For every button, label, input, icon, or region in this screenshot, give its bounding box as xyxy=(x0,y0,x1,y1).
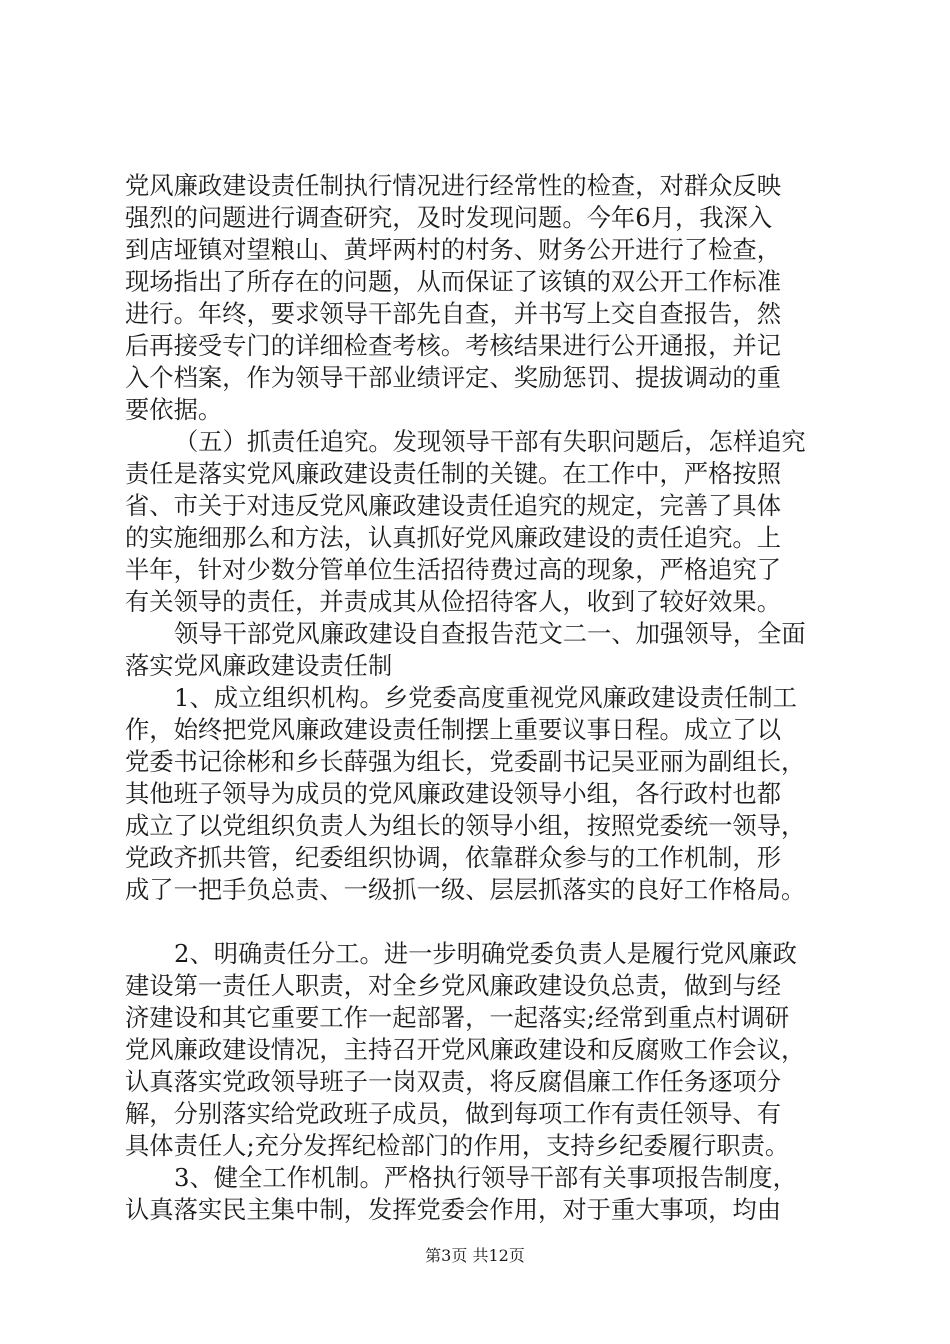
text-line: 成立了以党组织负责人为组长的领导小组，按照党委统一领导， xyxy=(125,811,806,840)
text-line: 济建设和其它重要工作一起部署，一起落实;经常到重点村调研 xyxy=(125,1003,790,1032)
paragraph-start-line: 2、明确责任分工。进一步明确党委负责人是履行党风廉政 xyxy=(174,939,797,968)
text-line: 作，始终把党风廉政建设责任制摆上重要议事日程。成立了以 xyxy=(125,715,782,744)
paragraph-start-line: 1、成立组织机构。乡党委高度重视党风廉政建设责任制工 xyxy=(174,683,797,712)
paragraph-start-line: 3、健全工作机制。严格执行领导干部有关事项报告制度， xyxy=(174,1163,797,1192)
text-line: 认真落实党政领导班子一岗双责，将反腐倡廉工作任务逐项分 xyxy=(125,1067,782,1096)
paragraph-start-line: 领导干部党风廉政建设自查报告范文二一、加强领导，全面 xyxy=(174,619,806,648)
text-line: 进行。年终，要求领导干部先自查，并书写上交自查报告，然 xyxy=(125,299,782,328)
text-line: 建设第一责任人职责，对全乡党风廉政建设负总责，做到与经 xyxy=(125,971,782,1000)
text-line: 落实党风廉政建设责任制 xyxy=(125,651,393,680)
text-line: 到店垭镇对望粮山、黄坪两村的村务、财务公开进行了检查， xyxy=(125,235,782,264)
text-line: 省、市关于对违反党风廉政建设责任追究的规定，完善了具体 xyxy=(125,491,782,520)
document-body xyxy=(125,170,840,1226)
text-line: 认真落实民主集中制，发挥党委会作用，对于重大事项，均由 xyxy=(125,1195,782,1224)
text-line: 责任是落实党风廉政建设责任制的关键。在工作中，严格按照 xyxy=(125,459,782,488)
text-line: 具体责任人;充分发挥纪检部门的作用，支持乡纪委履行职责。 xyxy=(125,1131,790,1160)
text-line: 党委书记徐彬和乡长薛强为组长，党委副书记吴亚丽为副组长， xyxy=(125,747,806,776)
text-line: 半年，针对少数分管单位生活招待费过高的现象，严格追究了 xyxy=(125,555,782,584)
text-line: 党风廉政建设情况，主持召开党风廉政建设和反腐败工作会议， xyxy=(125,1035,806,1064)
text-line: 党政齐抓共管，纪委组织协调，依靠群众参与的工作机制，形 xyxy=(125,843,782,872)
page-footer xyxy=(0,1243,950,1266)
text-line: 要依据。 xyxy=(125,395,223,424)
text-line: 强烈的问题进行调查研究，及时发现问题。今年6月，我深入 xyxy=(125,203,773,232)
page-number-label: 第3页 共12页 xyxy=(425,1246,525,1265)
text-line: 后再接受专门的详细检查考核。考核结果进行公开通报，并记 xyxy=(125,331,782,360)
text-line: 有关领导的责任，并责成其从俭招待客人，收到了较好效果。 xyxy=(125,587,782,616)
text-line: 解，分别落实给党政班子成员，做到每项工作有责任领导、有 xyxy=(125,1099,782,1128)
text-line: 入个档案，作为领导干部业绩评定、奖励惩罚、提拔调动的重 xyxy=(125,363,782,392)
text-line: 现场指出了所存在的问题，从而保证了该镇的双公开工作标准 xyxy=(125,267,782,296)
text-line: 成了一把手负总责、一级抓一级、层层抓落实的良好工作格局。 xyxy=(125,875,806,904)
text-line: 党风廉政建设责任制执行情况进行经常性的检查，对群众反映 xyxy=(125,171,782,200)
text-line: 其他班子领导为成员的党风廉政建设领导小组，各行政村也都 xyxy=(125,779,782,808)
paragraph-gap xyxy=(125,906,840,938)
paragraph-start-line: （五）抓责任追究。发现领导干部有失职问题后，怎样追究 xyxy=(174,427,806,456)
text-line: 的实施细那么和方法，认真抓好党风廉政建设的责任追究。上 xyxy=(125,523,782,552)
